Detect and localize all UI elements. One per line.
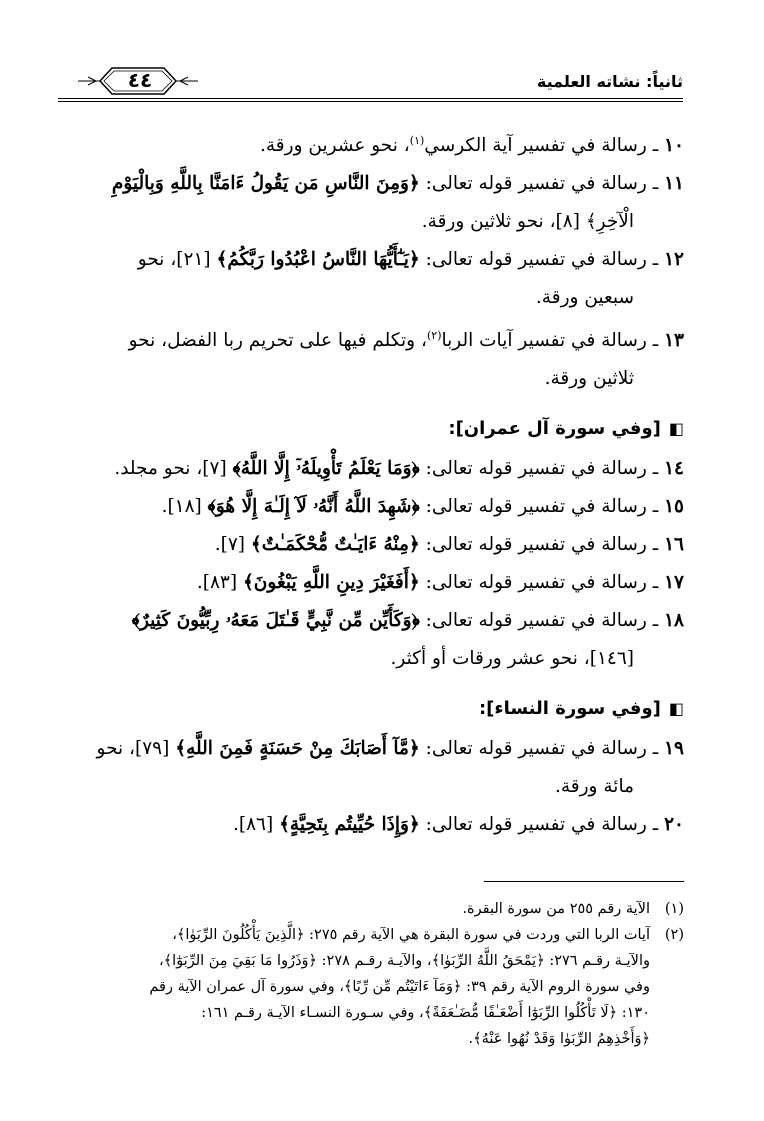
item-text: ـ رسالة في تفسير قوله تعالى:: [419, 173, 659, 195]
page-number-ornament: [78, 64, 198, 98]
item-continuation: سبعين ورقة.: [535, 287, 634, 309]
item-text: ـ رسالة في تفسير قوله تعالى:: [419, 572, 659, 594]
item-text: ـ رسالة في تفسير قوله تعالى:: [419, 496, 659, 518]
list-item: [74, 602, 684, 678]
item-text: ، نحو عشرين ورقة.: [260, 135, 410, 157]
item-text: ـ رسالة في تفسير قوله تعالى:: [419, 814, 659, 836]
section-heading: [74, 694, 684, 724]
item-text: [٧].: [214, 534, 251, 556]
footnote: [74, 896, 684, 922]
item-text: [٧]، نحو مجلد.: [114, 458, 233, 480]
item-number: ١٤: [664, 458, 684, 480]
footnote-text: الآية رقم ٢٥٥ من سورة البقرة.: [462, 901, 650, 917]
item-text: [١٨].: [161, 496, 208, 518]
item-continuation: ثلاثين ورقة.: [544, 368, 634, 390]
footnote-text: والآيـة رقـم ٢٧٦: ﴿يَمْحَقُ اللَّهُ الرِّبَوٰا﴾، والآيـة رقـم ٢٧٨: ﴿وَذَرُوا مَا بَقِيَ مِنَ الرِّبَوٰٓا﴾،: [158, 953, 650, 969]
footnote-text: ﴿وَأَخْذِهِمُ الرِّبَوٰا وَقَدْ نُهُوا عَنْهُ﴾.: [468, 1031, 650, 1047]
item-text: [٨٣].: [196, 572, 243, 594]
item-text: ـ رسالة في تفسير قوله تعالى:: [419, 610, 659, 632]
item-number: ١٢: [664, 249, 684, 271]
list-item: [74, 488, 684, 526]
item-text: ـ رسالة في تفسير آيات الربا: [441, 330, 659, 352]
item-continuation: مائة ورقة.: [554, 776, 634, 798]
item-text: [٧٩]، نحو: [96, 738, 176, 760]
quran-quote: ﴿وَمَا يَعْلَمُ تَأْوِيلَهُۥٓ إِلَّا اللَّهُ﴾: [232, 458, 420, 480]
footnotes: [74, 896, 684, 1052]
list-item: [74, 450, 684, 488]
footnote-separator: [484, 881, 684, 882]
quran-quote: ﴿مِنْهُ ءَايَـٰتٌ مُّحْكَمَـٰتٌ﴾: [250, 534, 420, 556]
item-continuation: الْآخِرِ﴾ [٨]، نحو ثلاثين ورقة.: [421, 211, 634, 233]
list-item: [74, 165, 684, 241]
section-heading-text: [وفي سورة النساء]:: [478, 698, 661, 720]
quran-quote: ﴿أَفَغَيْرَ دِينِ اللَّهِ يَبْغُونَ﴾: [242, 572, 420, 594]
list-item: [74, 526, 684, 564]
footnote-text: آيات الربا التي وردت في سورة البقرة هي الآية رقم ٢٧٥: ﴿الَّذِينَ يَأْكُلُونَ الرِّبَوٰا﴾،: [172, 927, 650, 943]
quran-quote: ﴿وَمِنَ النَّاسِ مَن يَقُولُ ءَامَنَّا بِاللَّهِ وَبِالْيَوْمِ: [111, 173, 420, 195]
section-heading-text: [وفي سورة آل عمران]:: [448, 418, 661, 440]
item-number: ١٠: [664, 135, 684, 157]
list-item: [74, 564, 684, 602]
main-text: [74, 122, 684, 844]
section-marker-icon: ◧: [668, 699, 684, 719]
footnote-number: (٢): [664, 927, 684, 943]
item-number: ٢٠: [664, 814, 684, 836]
footnote-ref: (١): [409, 134, 425, 147]
item-number: ١٦: [664, 534, 684, 556]
list-item: [74, 122, 684, 165]
page-header: [58, 58, 683, 108]
item-text: ـ رسالة في تفسير قوله تعالى:: [419, 249, 659, 271]
running-title: ثانياً: نشاته العلمية: [536, 72, 683, 91]
section-marker-icon: ◧: [668, 419, 684, 439]
quran-quote: ﴿وَكَأَيِّن مِّن نَّبِيٍّ قَـٰتَلَ مَعَهُۥ رِبِّيُّونَ كَثِيرٌ﴾: [131, 610, 420, 632]
item-text: ـ رسالة في تفسير قوله تعالى:: [419, 458, 659, 480]
page-number: ٤٤: [127, 68, 153, 92]
footnote-text: ١٣٠: ﴿لَا تَأْكُلُوا الرِّبَوٰٓا أَضْعَـٰفًا مُّضَـٰعَفَةً﴾، وفي سـورة النسـاء الآيـة رقـم ١٦١:: [201, 1005, 650, 1021]
quran-quote: ﴿وَإِذَا حُيِّيتُم بِتَحِيَّةٍ﴾: [279, 814, 420, 836]
item-continuation: [١٤٦]، نحو عشر ورقات أو أكثر.: [390, 648, 634, 670]
item-number: ١٨: [664, 610, 684, 632]
item-text: ـ رسالة في تفسير آية الكرسي: [424, 135, 659, 157]
item-text: ـ رسالة في تفسير قوله تعالى:: [419, 534, 659, 556]
list-item: [74, 806, 684, 844]
footnote: [74, 922, 684, 1052]
item-number: ١٧: [664, 572, 684, 594]
item-number: ١٥: [664, 496, 684, 518]
footnote-text: وفي سورة الروم الآية رقم ٣٩: ﴿وَمَآ ءَاتَيْتُم مِّن رِّبًا﴾، وفي سورة آل عمران الآية رقم: [149, 979, 650, 995]
item-number: ١٣: [664, 330, 684, 352]
item-text: [٨٦].: [232, 814, 280, 836]
quran-quote: ﴿مَّآ أَصَابَكَ مِنْ حَسَنَةٍ فَمِنَ اللَّهِ﴾: [175, 738, 420, 760]
quran-quote: ﴿يَـٰٓأَيُّهَا النَّاسُ اعْبُدُوا رَبَّكُمُ﴾: [216, 249, 420, 271]
item-text: [٢١]، نحو: [137, 249, 217, 271]
section-heading: [74, 414, 684, 444]
list-item: [74, 730, 684, 806]
footnote-ref: (٢): [426, 329, 442, 343]
footnote-number: (١): [664, 901, 684, 917]
list-item: [74, 241, 684, 317]
quran-quote: ﴿شَهِدَ اللَّهُ أَنَّهُۥ لَآ إِلَـٰهَ إِلَّا هُوَ﴾: [207, 496, 420, 518]
list-item: [74, 317, 684, 398]
item-number: ١١: [664, 173, 684, 195]
item-text: ـ رسالة في تفسير قوله تعالى:: [419, 738, 659, 760]
item-number: ١٩: [664, 738, 684, 760]
item-text: ، وتكلم فيها على تحريم ربا الفضل، نحو: [128, 330, 427, 352]
